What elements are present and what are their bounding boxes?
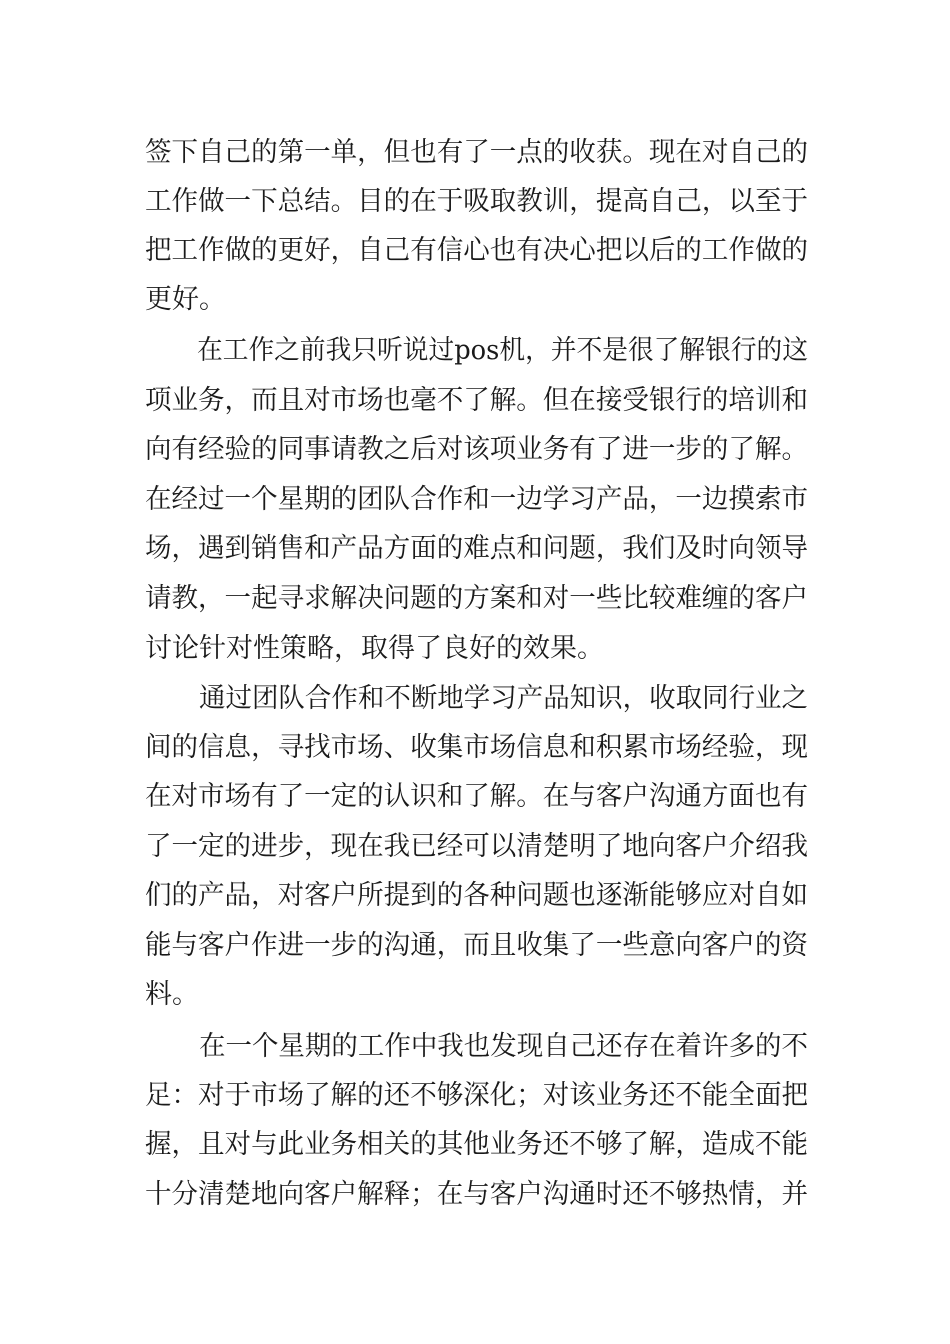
text-line [0, 430, 950, 470]
text-line [0, 827, 950, 867]
line-text: 料。 [145, 979, 199, 1010]
line-text: 通过团队合作和不断地学习产品知识，收取同行业之 [199, 683, 809, 714]
text-line [0, 280, 950, 320]
line-text: 请教，一起寻求解决问题的方案和对一些比较难缠的客户 [145, 583, 808, 614]
text-line [0, 777, 950, 817]
text-line [0, 1125, 950, 1165]
line-text: 在一个星期的工作中我也发现自己还存在着许多的不 [199, 1031, 809, 1062]
text-line [0, 629, 950, 669]
text-line [0, 182, 950, 222]
text-line [0, 1027, 950, 1067]
line-text: 间的信息，寻找市场、收集市场信息和积累市场经验，现 [145, 732, 808, 763]
line-text: 讨论针对性策略，取得了良好的效果。 [145, 633, 604, 664]
line-text: 们的产品，对客户所提到的各种问题也逐渐能够应对自如 [145, 880, 808, 911]
line-text: 更好。 [145, 284, 226, 315]
line-text: 把工作做的更好，自己有信心也有决心把以后的工作做的 [145, 235, 808, 266]
line-text: 在对市场有了一定的认识和了解。在与客户沟通方面也有 [145, 781, 808, 812]
text-line [0, 579, 950, 619]
line-text: 足：对于市场了解的还不够深化；对该业务还不能全面把 [145, 1080, 808, 1111]
line-text: 场，遇到销售和产品方面的难点和问题，我们及时向领导 [145, 533, 808, 564]
line-text: 握，且对与此业务相关的其他业务还不够了解，造成不能 [145, 1129, 808, 1160]
line-text: 在经过一个星期的团队合作和一边学习产品，一边摸索市 [145, 484, 808, 515]
text-line [0, 331, 950, 371]
line-text: 工作做一下总结。目的在于吸取教训，提高自己，以至于 [145, 186, 808, 217]
text-line [0, 876, 950, 916]
line-text: 了一定的进步，现在我已经可以清楚明了地向客户介绍我 [145, 831, 808, 862]
line-text: 向有经验的同事请教之后对该项业务有了进一步的了解。 [145, 434, 808, 465]
text-line [0, 926, 950, 966]
text-line [0, 480, 950, 520]
line-text: 签下自己的第一单，但也有了一点的收获。现在对自己的 [145, 137, 808, 168]
line-text: 项业务，而且对市场也毫不了解。但在接受银行的培训和 [145, 385, 808, 416]
text-line [0, 728, 950, 768]
text-line [0, 529, 950, 569]
text-line [0, 679, 950, 719]
text-line [0, 1175, 950, 1215]
text-line [0, 133, 950, 173]
text-line [0, 231, 950, 271]
line-text: 十分清楚地向客户解释；在与客户沟通时还不够热情，并 [145, 1179, 808, 1210]
line-text: 在工作之前我只听说过pos机，并不是很了解银行的这 [197, 335, 809, 366]
text-line [0, 381, 950, 421]
line-text: 能与客户作进一步的沟通，而且收集了一些意向客户的资 [145, 930, 808, 961]
text-line [0, 975, 950, 1015]
text-line [0, 1076, 950, 1116]
